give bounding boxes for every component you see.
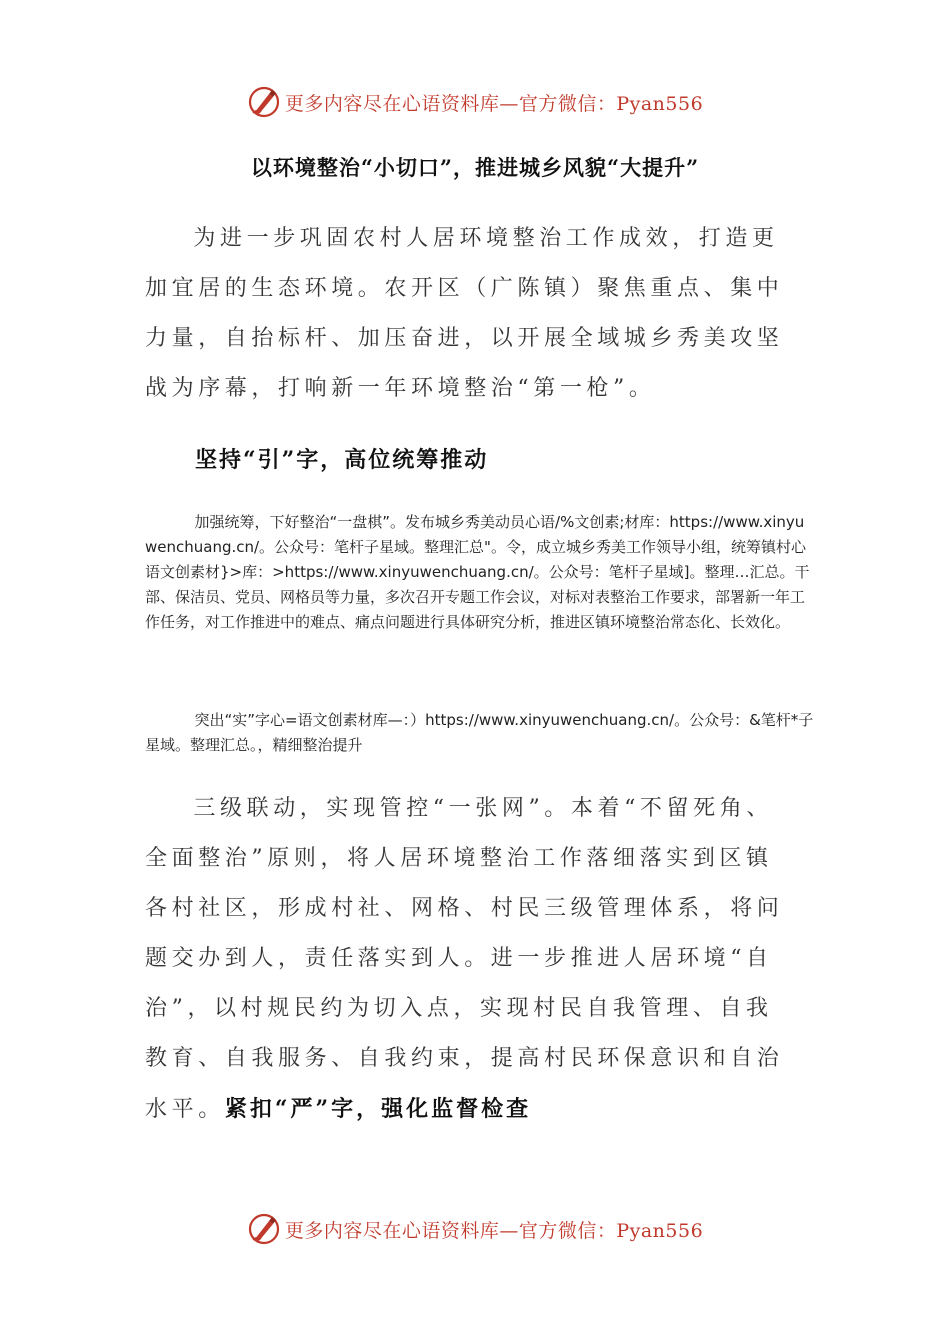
section-heading-guide: 坚持“引”字，高位统筹推动 [195,447,489,473]
pen-logo-icon [247,85,281,119]
banner-text: 更多内容尽在心语资料库—官方微信：Pyan556 [284,1219,704,1242]
coordination-paragraph: 加强统筹，下好整治“一盘棋”。发布城乡秀美动员心语/%文创素;材库：https://www.xinyuwenchuang.cn/。公众号：笔杆子星域。整理汇总"。令，成立城乡秀美工作领导小组，统筹镇村心语文创素材}>库：>https://www.xinyuwenchuang.cn/。公众号：笔杆子星域]。整理…汇总。干部、保洁员、党员、网格员等力量，多次召开专题工作会议，对标对表整治工作要求，部署新一年工作任务，对工作推进中的难点、痛点问题进行具体研究分析，推进区镇环境整治常态化、长效化。 [145,513,810,631]
practical-paragraph: 突出“实”字心=语文创素材库—：）https://www.xinyuwenchuang.cn/。公众号：&笔杆*子星域。整理汇总。，精细整治提升 [145,711,814,754]
banner-text: 更多内容尽在心语资料库—官方微信：Pyan556 [284,92,704,115]
three-level-text: 三级联动，实现管控“一张网”。本着“不留死角、全面整治”原则，将人居环境整治工作落细落实到区镇各村社区，形成村社、网格、村民三级管理体系，将问题交办到人，责任落实到人。进一步推进人居环境“自治”，以村规民约为切入点，实现村民自我管理、自我教育、自我服务、自我约束，提高村民环保意识和自治水平。 [145,796,784,1122]
footer-watermark-banner [0,1211,950,1247]
document-title: 以环境整治“小切口”，推进城乡风貌“大提升” [250,155,700,180]
pen-logo-icon [247,1212,281,1246]
intro-paragraph: 为进一步巩固农村人居环境整治工作成效，打造更加宜居的生态环境。农开区（广陈镇）聚焦重点、集中力量，自抬标杆、加压奋进，以开展全域城乡秀美攻坚战为序幕，打响新一年环境整治“第一枪”。 [145,226,784,401]
section-heading-strict: 紧扣“严”字，强化监督检查 [224,1096,532,1122]
header-watermark-banner [0,84,950,120]
three-level-paragraph [145,784,795,1135]
